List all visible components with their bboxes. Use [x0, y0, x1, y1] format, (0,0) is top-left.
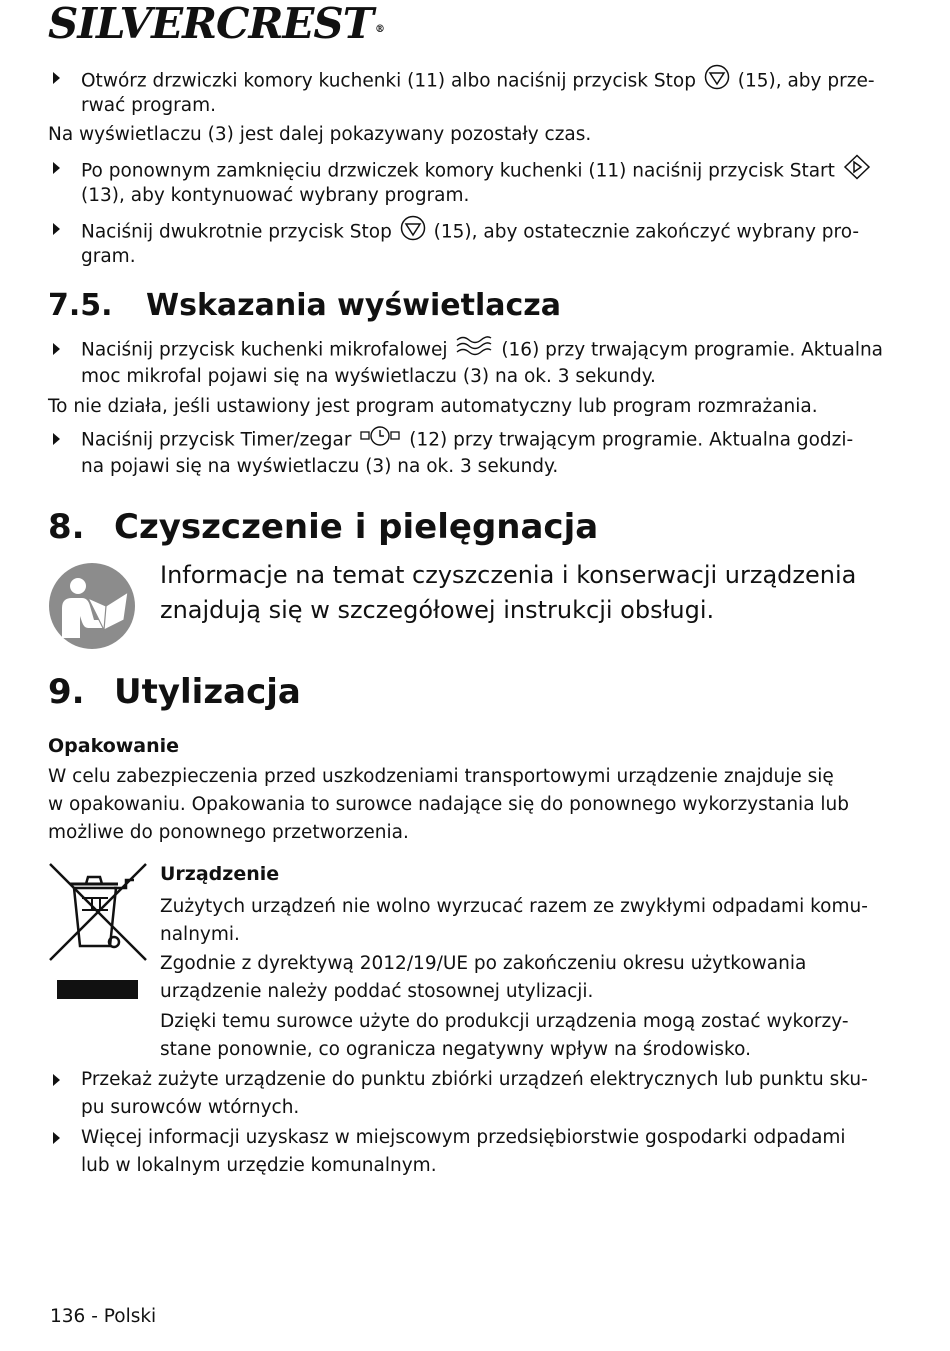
- paragraph-line: możliwe do ponownego przetworzenia.: [48, 822, 409, 843]
- paragraph: To nie działa, jeśli ustawiony jest program automatyczny lub program rozmrażania.: [48, 396, 818, 417]
- chapter-title: Czyszczenie i pielęgnacja: [114, 507, 599, 547]
- stop-button-icon: [400, 215, 426, 250]
- paragraph-line: Zużytych urządzeń nie wolno wyrzucać razem ze zwykłymi odpadami komu-: [160, 896, 868, 917]
- bullet-marker: [53, 343, 60, 355]
- timer-clock-icon: [359, 425, 401, 456]
- list-item-text: Naciśnij przycisk kuchenki mikrofalowej: [81, 339, 448, 361]
- chapter-number: 9.: [48, 672, 85, 712]
- brand-logo: [48, 2, 384, 46]
- list-item-text: (15), aby ostatecznie zakończyć wybrany pro-: [433, 221, 860, 243]
- registered-mark: ®: [374, 24, 384, 35]
- paragraph-line: stane ponownie, co ogranicza negatywny wpływ na środowisko.: [160, 1039, 751, 1060]
- list-item: [81, 335, 883, 366]
- chapter-title: Utylizacja: [114, 672, 301, 712]
- list-item: Przekaż zużyte urządzenie do punktu zbiórki urządzeń elektrycznych lub punktu sku-: [81, 1069, 868, 1090]
- list-item-text: (16) przy trwającym programie. Aktualna: [501, 339, 884, 361]
- section-number: 7.5.: [48, 288, 113, 323]
- info-text: Informacje na temat czyszczenia i konserwacji urządzenia: [160, 561, 857, 589]
- list-item-continuation: gram.: [81, 246, 136, 267]
- read-manual-icon: [48, 562, 136, 654]
- bullet-marker: [53, 1074, 60, 1086]
- list-item-continuation: lub w lokalnym urzędzie komunalnym.: [81, 1155, 437, 1176]
- paragraph: Na wyświetlaczu (3) jest dalej pokazywany pozostały czas.: [48, 124, 592, 145]
- paragraph-line: W celu zabezpieczenia przed uszkodzeniami transportowymi urządzenie znajduje się: [48, 766, 834, 787]
- list-item: Więcej informacji uzyskasz w miejscowym przedsiębiorstwie gospodarki odpadami: [81, 1127, 846, 1148]
- subheading: Urządzenie: [160, 863, 280, 885]
- list-item: [81, 215, 859, 250]
- paragraph-line: Zgodnie z dyrektywą 2012/19/UE po zakończeniu okresu użytkowania: [160, 953, 807, 974]
- start-button-icon: [843, 154, 871, 189]
- crossed-bin-icon: [48, 860, 150, 968]
- subheading: Opakowanie: [48, 735, 180, 757]
- list-item-continuation: pu surowców wtórnych.: [81, 1097, 300, 1118]
- list-item-text: Po ponownym zamknięciu drzwiczek komory kuchenki (11) naciśnij przycisk Start: [81, 160, 835, 182]
- section-title: Wskazania wyświetlacza: [146, 288, 562, 323]
- paragraph-line: w opakowaniu. Opakowania to surowce nadające się do ponownego wykorzystania lub: [48, 794, 850, 815]
- list-item-text: Naciśnij przycisk Timer/zegar: [81, 429, 352, 451]
- list-item-text: (12) przy trwającym programie. Aktualna godzi-: [409, 429, 854, 451]
- paragraph-line: urządzenie należy poddać stosownej utylizacji.: [160, 981, 594, 1002]
- list-item-text: (15), aby prze-: [737, 70, 875, 92]
- info-text: znajdują się w szczegółowej instrukcji obsługi.: [160, 596, 715, 624]
- bullet-marker: [53, 72, 60, 84]
- list-item-continuation: (13), aby kontynuować wybrany program.: [81, 185, 470, 206]
- list-item-continuation: moc mikrofal pojawi się na wyświetlaczu (3) na ok. 3 sekundy.: [81, 366, 656, 387]
- page-footer: 136 - Polski: [50, 1306, 157, 1327]
- stop-button-icon: [704, 64, 730, 99]
- paragraph-line: nalnymi.: [160, 924, 240, 945]
- list-item-text: Naciśnij dwukrotnie przycisk Stop: [81, 221, 392, 243]
- list-item-text: Otwórz drzwiczki komory kuchenki (11) albo naciśnij przycisk Stop: [81, 70, 696, 92]
- bullet-marker: [53, 433, 60, 445]
- list-item-continuation: na pojawi się na wyświetlaczu (3) na ok. 3 sekundy.: [81, 456, 559, 477]
- bullet-marker: [53, 162, 60, 174]
- bullet-marker: [53, 223, 60, 235]
- paragraph-line: Dzięki temu surowce użyte do produkcji urządzenia mogą zostać wykorzy-: [160, 1011, 849, 1032]
- list-item: [81, 425, 853, 456]
- list-item-continuation: rwać program.: [81, 95, 216, 116]
- bullet-marker: [53, 1132, 60, 1144]
- brand-name: SILVERCREST: [48, 0, 373, 48]
- separate-collection-bar: [57, 980, 138, 999]
- chapter-number: 8.: [48, 507, 85, 547]
- microwave-icon: [455, 335, 493, 366]
